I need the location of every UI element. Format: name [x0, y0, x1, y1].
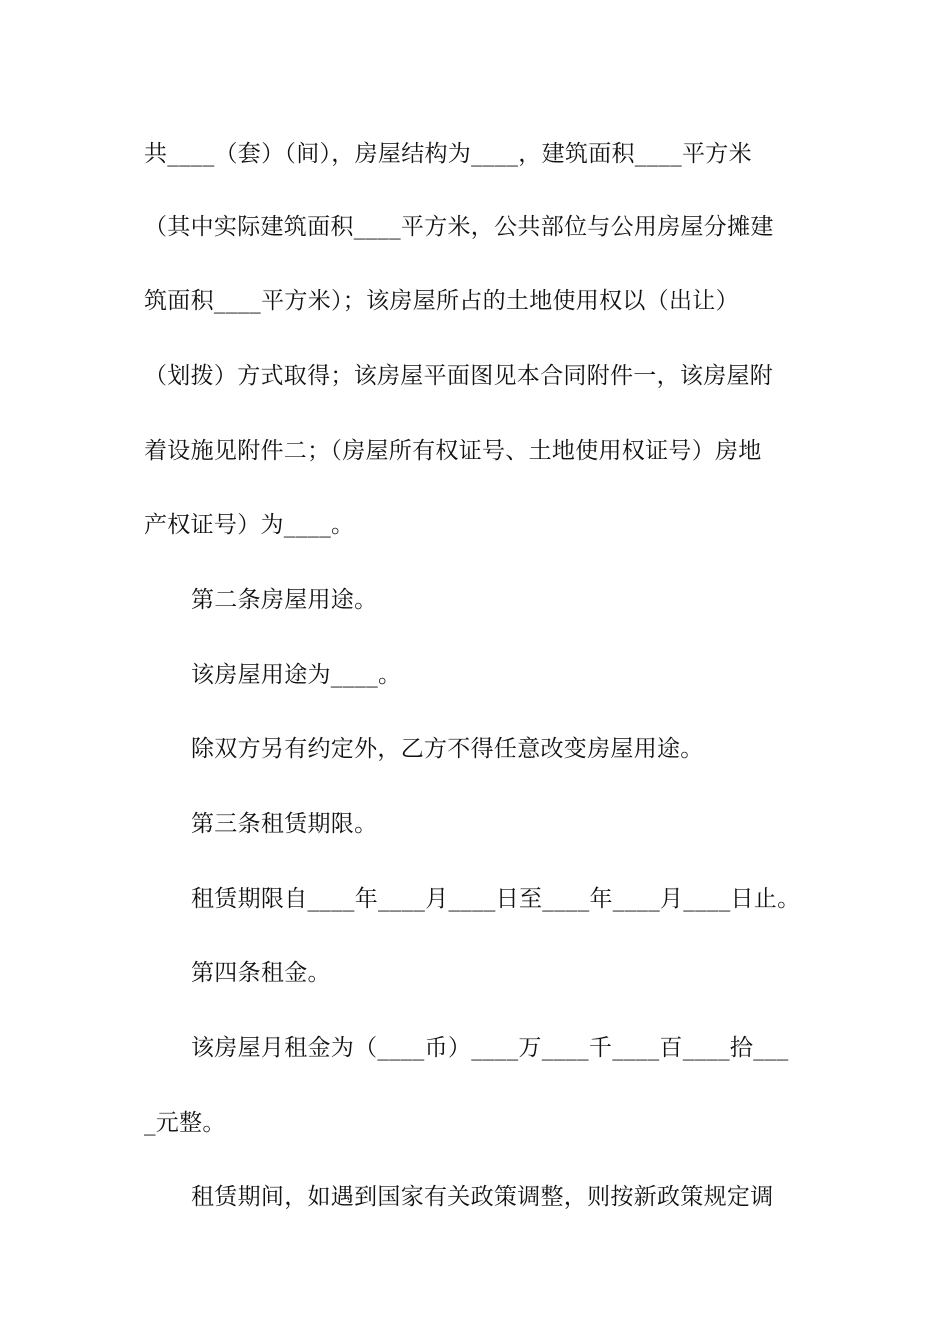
paragraph-line: （划拨）方式取得；该房屋平面图见本合同附件一，该房屋附 — [144, 363, 774, 389]
paragraph-line: （其中实际建筑面积____平方米，公共部位与公用房屋分摊建 — [144, 214, 774, 240]
paragraph-line: 产权证号）为____。 — [144, 512, 355, 538]
section-heading: 第二条房屋用途。 — [191, 587, 378, 613]
paragraph-line: 租赁期间，如遇到国家有关政策调整，则按新政策规定调 — [191, 1184, 774, 1210]
section-heading: 第四条租金。 — [191, 960, 331, 986]
paragraph-line: 着设施见附件二；（房屋所有权证号、土地使用权证号）房地 — [144, 438, 762, 464]
section-heading: 第三条租赁期限。 — [191, 811, 378, 837]
paragraph-line: 租赁期限自____年____月____日至____年____月____日止。 — [191, 886, 801, 912]
paragraph-line: 该房屋用途为____。 — [191, 662, 402, 688]
paragraph-line: 筑面积____平方米）；该房屋所占的土地使用权以（出让） — [144, 288, 739, 314]
paragraph-line: 共____（套）（间），房屋结构为____，建筑面积____平方米 — [144, 141, 752, 167]
paragraph-line: 该房屋月租金为（____币）____万____千____百____拾___ — [191, 1035, 789, 1061]
paragraph-line: _元整。 — [144, 1110, 226, 1136]
paragraph-line: 除双方另有约定外，乙方不得任意改变房屋用途。 — [191, 736, 704, 762]
